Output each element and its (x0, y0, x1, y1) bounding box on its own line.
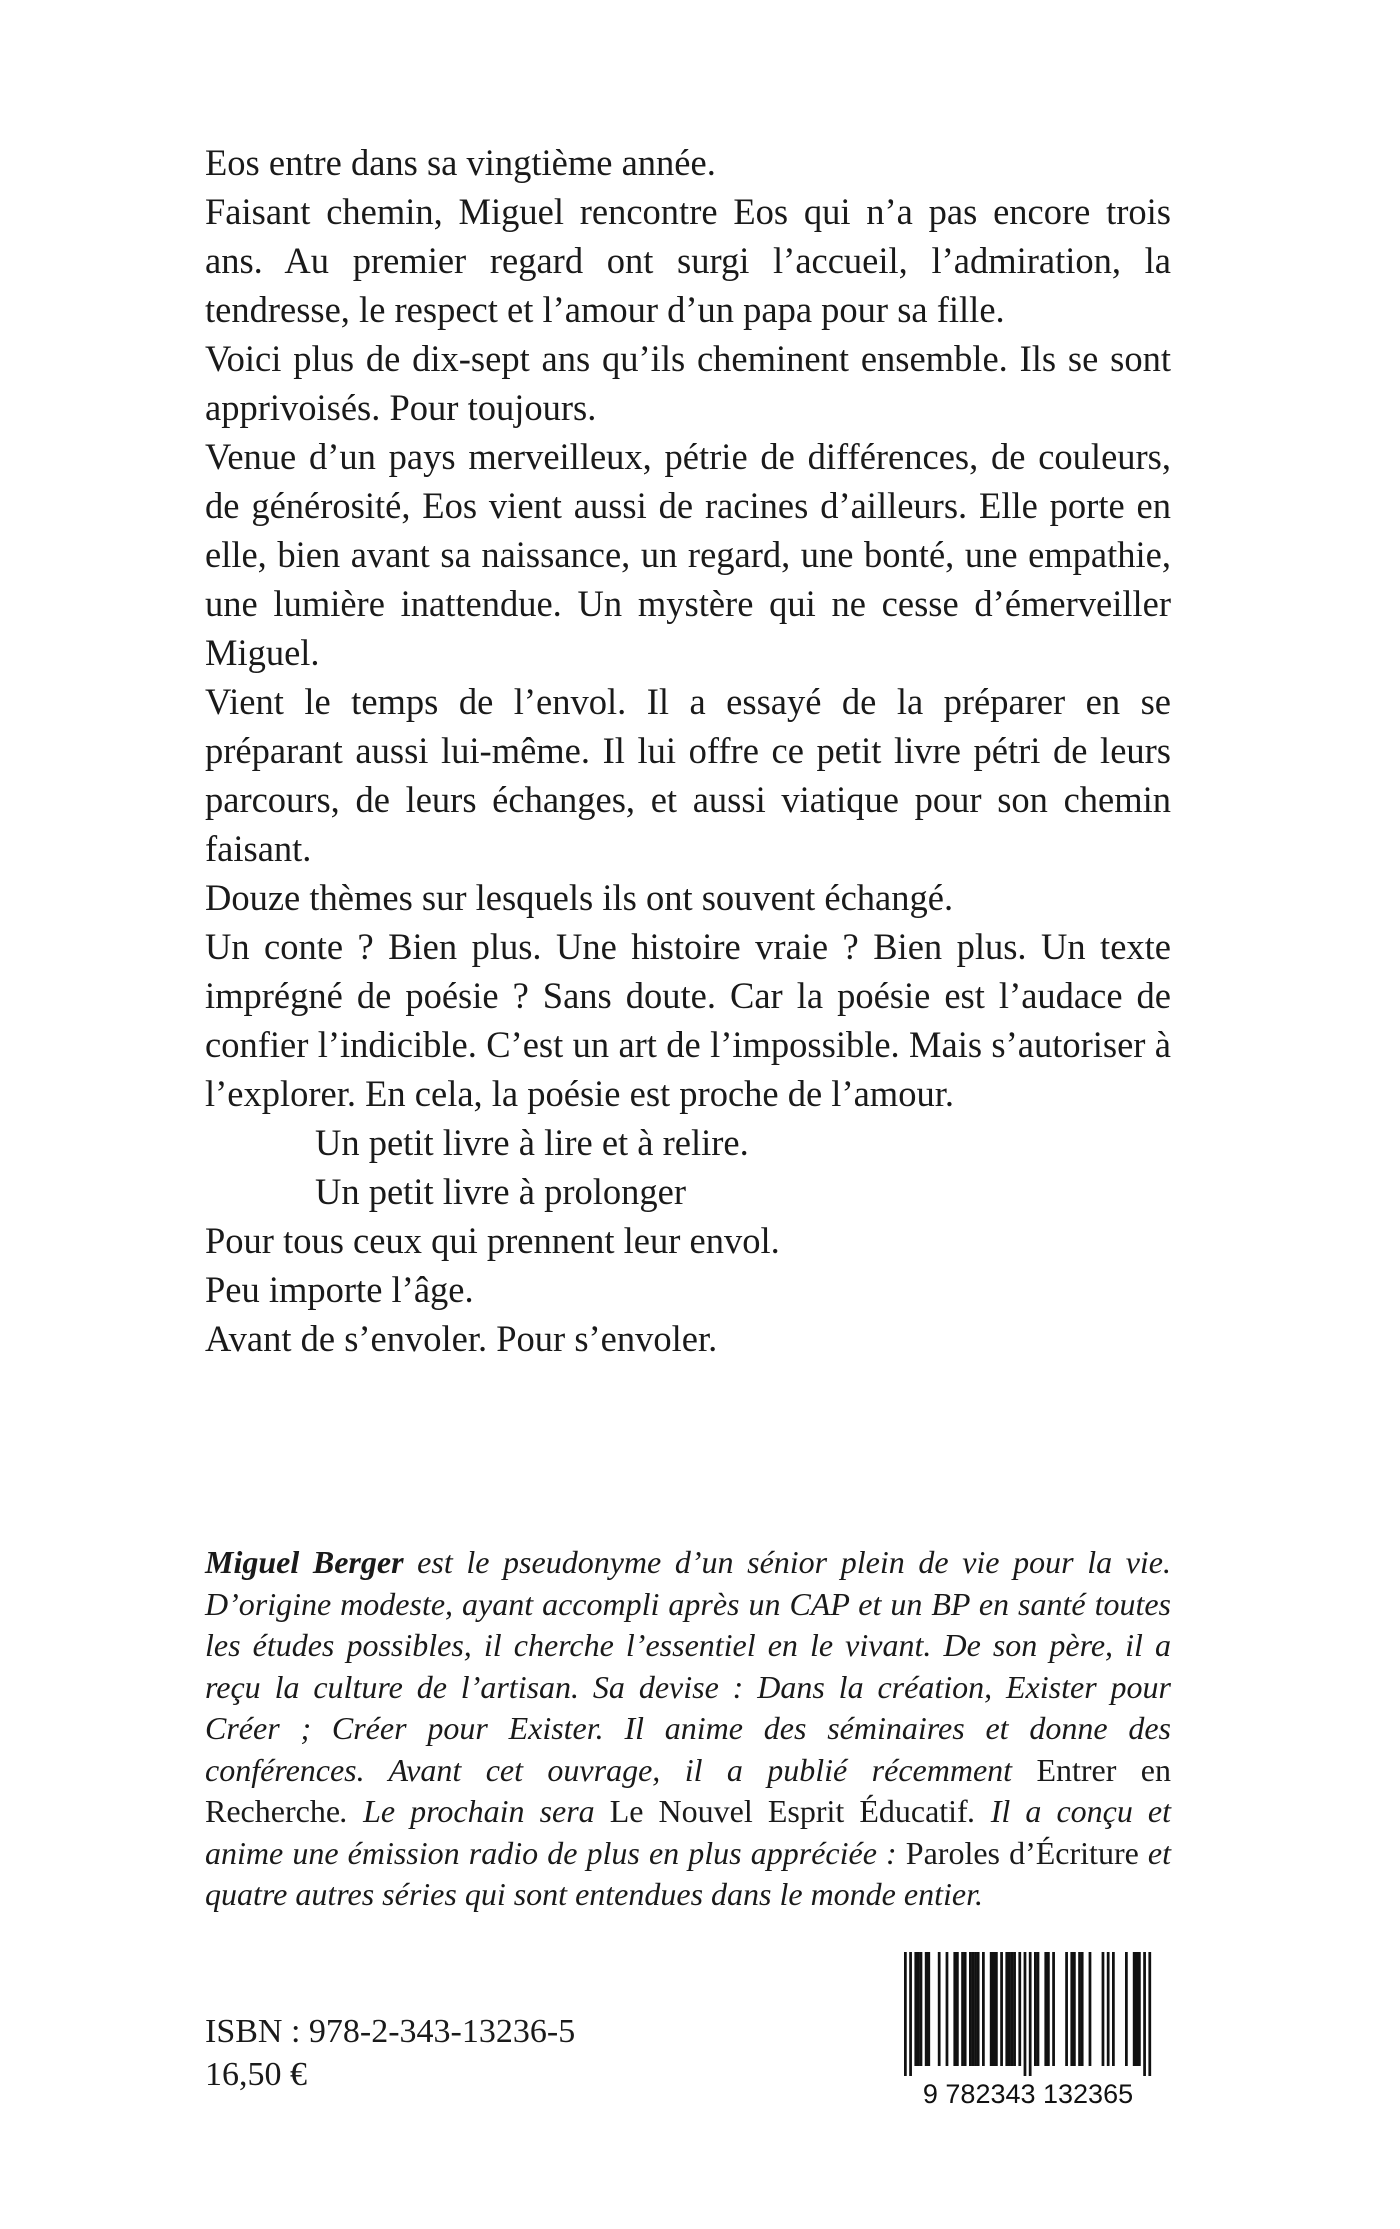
barcode-bar (925, 1952, 928, 2066)
barcode-bar (982, 1952, 985, 2066)
barcode-bar (1065, 1952, 1068, 2066)
barcode-bar (956, 1952, 959, 2066)
barcode-bar (1133, 1952, 1136, 2066)
author-bio (205, 1542, 1171, 1916)
barcode-bar (1024, 1952, 1027, 2076)
barcode-bars (904, 1952, 1151, 2076)
barcode-bar (1011, 1952, 1014, 2066)
barcode-bar (1148, 1952, 1151, 2076)
barcode-bar (1018, 1952, 1021, 2066)
barcode-bar (1070, 1952, 1073, 2066)
barcode-bar (914, 1952, 917, 2066)
barcode-bar (1135, 1952, 1138, 2066)
barcode-bar (938, 1952, 941, 2066)
blurb-indented-line: Un petit livre à lire et à relire. (315, 1122, 749, 1163)
radio-show-title: Paroles d’Écriture (905, 1834, 1139, 1871)
blurb-paragraph: Vient le temps de l’envol. Il a essayé de la préparer en se préparant aussi lui-même. Il lui offre ce petit livre pétri de leurs parcours, de leurs échanges, et aussi viatique pour son chemin faisant. (205, 681, 1171, 869)
blurb-paragraph: Douze thèmes sur lesquels ils ont souvent échangé. (205, 877, 954, 918)
barcode-digits: 9 782343 132365 (922, 2079, 1134, 2108)
author-name: Miguel Berger (205, 1544, 404, 1580)
bio-text: est le pseudonyme d’un sénior plein de vie pour la vie. D’origine modeste, ayant accompli après un CAP et un BP en santé toutes les études possibles, il cherche l’essentiel en le vivant. De son père, il a reçu la culture de l’artisan. Sa devise : Dans la création, Exister pour Créer ; Créer pour Exister. Il anime des séminaires et donne des conférences. Avant cet ouvrage, il a publié récemment (205, 1544, 1172, 1788)
barcode-bar (1078, 1952, 1081, 2066)
book-title: Entrer en Recherche (205, 1751, 1172, 1829)
barcode-bar (1102, 1952, 1105, 2066)
barcode-bar (1013, 1952, 1016, 2066)
book-title: Le Nouvel Esprit Éducatif (609, 1793, 968, 1829)
blurb-paragraph: Faisant chemin, Miguel rencontre Eos qui n’a pas encore trois ans. Au premier regard ont surgi l’accueil, l’admiration, la tendresse, le respect et l’amour d’un papa pour sa fille. (205, 191, 1171, 330)
barcode-bar (917, 1952, 920, 2066)
barcode-bar (964, 1952, 967, 2066)
barcode-bar (904, 1952, 907, 2076)
price: 16,50 € (205, 2056, 307, 2093)
barcode-bar (909, 1952, 912, 2076)
barcode-bar (1081, 1952, 1084, 2066)
blurb (205, 138, 1171, 1363)
barcode-bar (1125, 1952, 1128, 2066)
barcode-bar (969, 1952, 972, 2066)
barcode (882, 1948, 1174, 2108)
barcode-bar (961, 1952, 964, 2066)
barcode-bar (1052, 1952, 1055, 2066)
barcode-bar (977, 1952, 980, 2066)
barcode-bar (1029, 1952, 1032, 2076)
blurb-paragraph: Eos entre dans sa vingtième année. (205, 142, 716, 183)
bio-text: et quatre autres séries qui sont entendues dans le monde entier. (205, 1834, 1172, 1912)
barcode-bar (1044, 1952, 1047, 2066)
barcode-bar (953, 1952, 956, 2066)
barcode-bar (1073, 1952, 1076, 2066)
barcode-bar (920, 1952, 923, 2066)
barcode-bar (1112, 1952, 1115, 2066)
barcode-bar (927, 1952, 930, 2066)
barcode-bar (1138, 1952, 1141, 2066)
barcode-bar (1089, 1952, 1092, 2066)
barcode-bar (1143, 1952, 1146, 2076)
barcode-graphic (882, 1948, 1174, 2108)
barcode-bar (1107, 1952, 1110, 2066)
barcode-bar (974, 1952, 977, 2066)
bio-text: . Le prochain sera (340, 1793, 610, 1829)
bio-text: . Il a conçu et anime une émission radio de plus en plus appréciée : (205, 1793, 1171, 1871)
barcode-bar (995, 1952, 998, 2066)
barcode-bar (1000, 1952, 1003, 2066)
isbn: ISBN : 978-2-343-13236-5 (205, 2013, 576, 2050)
barcode-bar (1034, 1952, 1037, 2066)
barcode-bar (1047, 1952, 1050, 2066)
blurb-paragraph: Voici plus de dix-sept ans qu’ils cheminent ensemble. Ils se sont apprivoisés. Pour toujours. (205, 338, 1171, 428)
barcode-bar (1008, 1952, 1011, 2066)
barcode-bar (946, 1952, 949, 2066)
blurb-closing-line: Pour tous ceux qui prennent leur envol. (205, 1220, 780, 1261)
barcode-bar (992, 1952, 995, 2066)
blurb-paragraph: Un conte ? Bien plus. Une histoire vraie ? Bien plus. Un texte imprégné de poésie ? Sans doute. Car la poésie est l’audace de confier l’indicible. C’est un art de l’impossible. Mais s’autoriser à l’explorer. En cela, la poésie est proche de l’amour. (205, 926, 1171, 1114)
barcode-bar (1005, 1952, 1008, 2066)
blurb-closing-line: Peu importe l’âge. (205, 1269, 474, 1310)
blurb-indented-line: Un petit livre à prolonger (315, 1171, 686, 1212)
blurb-closing-line: Avant de s’envoler. Pour s’envoler. (205, 1318, 718, 1359)
barcode-bar (990, 1952, 993, 2066)
barcode-bar (1037, 1952, 1040, 2066)
blurb-paragraph: Venue d’un pays merveilleux, pétrie de différences, de couleurs, de générosité, Eos vient aussi de racines d’ailleurs. Elle porte en elle, bien avant sa naissance, un regard, une bonté, une empathie, une lumière inattendue. Un mystère qui ne cesse d’émerveiller Miguel. (205, 436, 1171, 673)
barcode-bar (972, 1952, 975, 2066)
